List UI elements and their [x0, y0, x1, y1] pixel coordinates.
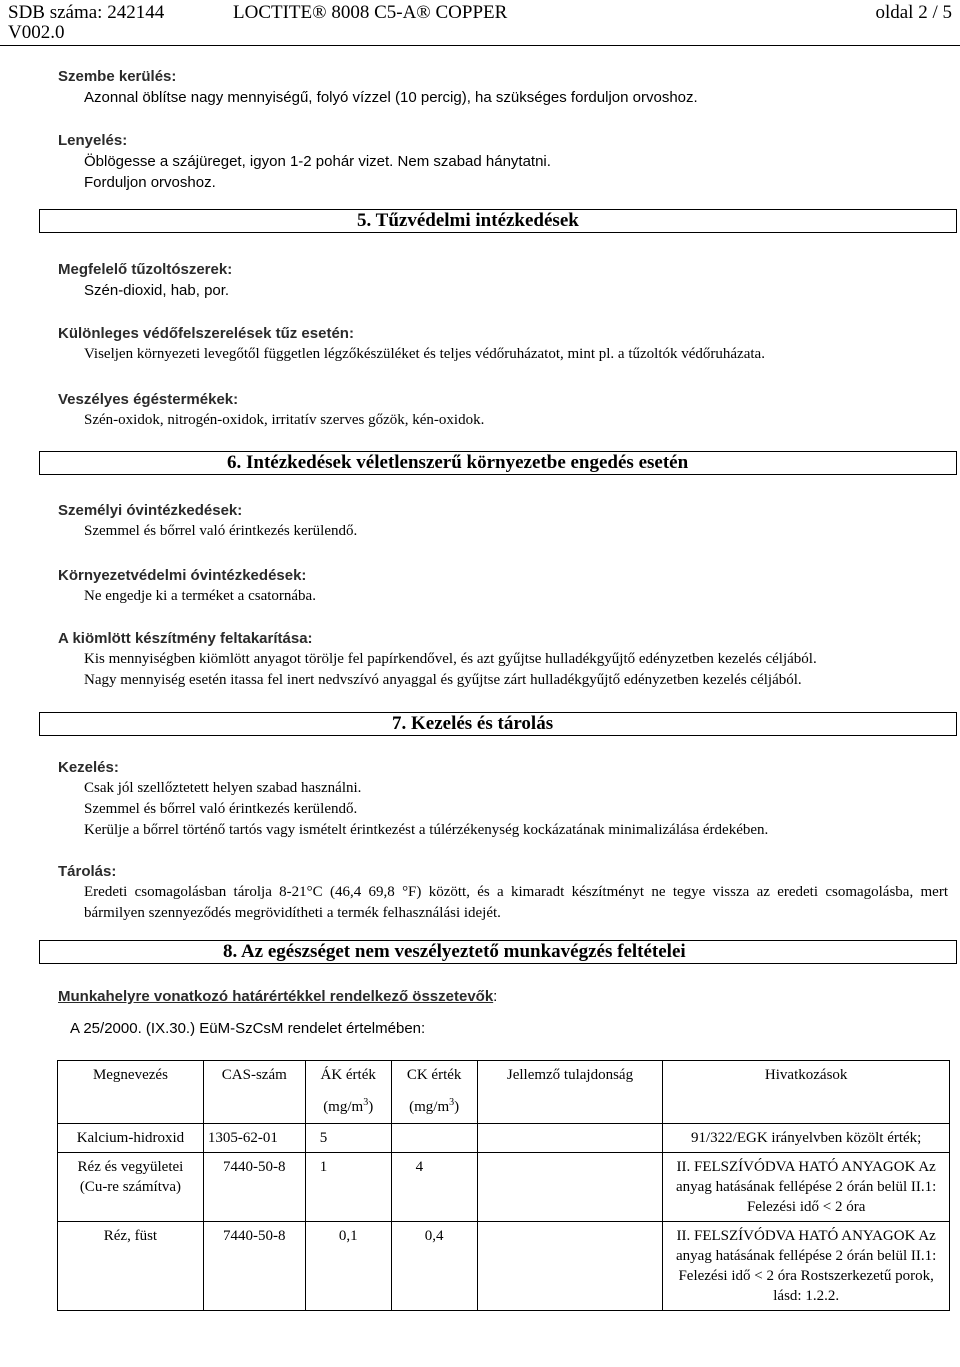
- environmental-precautions-label: Környezetvédelmi óvintézkedések:: [58, 567, 307, 584]
- handling-text-1: Csak jól szellőztetett helyen szabad használni.: [84, 780, 362, 796]
- extinguishing-media-label: Megfelelő tűzoltószerek:: [58, 261, 233, 278]
- section-6-header: [39, 451, 957, 475]
- cell-property: [477, 1153, 663, 1222]
- fire-protection-text: Viseljen környezeti levegőtől független légzőkészüléket és teljes védőruházatot, mint pl. a tűzoltók védőruházata.: [84, 346, 765, 362]
- storage-block: [58, 861, 948, 924]
- exposure-limits-colon: :: [493, 988, 498, 1005]
- cell-cas: 1305-62-01: [203, 1124, 305, 1153]
- ingestion-label: Lenyelés:: [58, 132, 128, 149]
- col-header-ak-unit: $(mg/m^3)$: [323, 1097, 374, 1115]
- cleanup-text-2: Nagy mennyiség esetén itassa fel inert nedvszívó anyaggal és gyűjtse zárt hulladékgyűjtő edényzetben kezelés céljából.: [84, 672, 802, 688]
- page-number: oldal 2 / 5: [875, 2, 952, 23]
- handling-text-3: Kerülje a bőrrel történő tartós vagy ismételt érintkezést a túlérzékenység kockázatának minimalizálása érdekében.: [84, 822, 769, 838]
- cell-ck: 0,4: [391, 1222, 477, 1311]
- product-name: LOCTITE® 8008 C5-A® COPPER: [233, 2, 508, 23]
- cell-ak: 1: [305, 1153, 391, 1222]
- exposure-limits-block: [58, 986, 948, 1039]
- ingestion-block: [58, 130, 948, 193]
- cell-ak: 0,1: [305, 1222, 391, 1311]
- col-header-property: Jellemző tulajdonság: [477, 1061, 663, 1124]
- cleanup-text-1: Kis mennyiségben kiömlött anyagot törölje fel papírkendővel, és azt gyűjtse hulladékgyűjtő edényzetben kezelés céljából.: [84, 651, 817, 667]
- eye-contact-label: Szembe kerülés:: [58, 68, 177, 85]
- table-row: [58, 1222, 950, 1311]
- cell-cas: 7440-50-8: [203, 1153, 305, 1222]
- cell-ak: 5: [305, 1124, 391, 1153]
- header-rule: [0, 45, 960, 46]
- cell-name: Kalcium-hidroxid: [58, 1124, 204, 1153]
- ingestion-text-1: Öblögesse a szájüreget, igyon 1-2 pohár vizet. Nem szabad hánytatni.: [84, 153, 551, 170]
- combustion-products-block: [58, 389, 948, 431]
- page-header: [0, 0, 960, 46]
- environmental-precautions-block: [58, 565, 948, 607]
- storage-label: Tárolás:: [58, 863, 117, 880]
- cell-references: 91/322/EGK irányelvben közölt érték;: [663, 1124, 950, 1153]
- cleanup-label: A kiömlött készítmény feltakarítása:: [58, 630, 313, 647]
- cell-cas: 7440-50-8: [203, 1222, 305, 1311]
- cell-references: II. FELSZÍVÓDVA HATÓ ANYAGOK Az anyag hatásának fellépése 2 órán belül II.1: Felezési idő < 2 óra Rostszerkezetű porok, lásd: 1.2.2.: [663, 1222, 950, 1311]
- col-header-ck: [391, 1061, 477, 1124]
- section-8-title: 8. Az egészséget nem veszélyeztető munkavégzés feltételei: [223, 941, 686, 962]
- cell-name: Réz, füst: [58, 1222, 204, 1311]
- extinguishing-media-block: [58, 259, 948, 301]
- section-7-title: 7. Kezelés és tárolás: [392, 713, 554, 734]
- personal-precautions-block: [58, 500, 948, 542]
- col-header-references: Hivatkozások: [663, 1061, 950, 1124]
- eye-contact-block: [58, 66, 948, 108]
- handling-text-2: Szemmel és bőrrel való érintkezés kerülendő.: [84, 801, 358, 817]
- table-row: [58, 1124, 950, 1153]
- cell-property: [477, 1222, 663, 1311]
- col-header-cas: CAS-szám: [203, 1061, 305, 1124]
- table-header-row: [58, 1061, 950, 1124]
- handling-block: [58, 757, 948, 841]
- cell-ck: [391, 1124, 477, 1153]
- col-header-ak: [305, 1061, 391, 1124]
- exposure-limits-label: Munkahelyre vonatkozó határértékkel rendelkező összetevők: [58, 988, 494, 1005]
- cleanup-block: [58, 628, 948, 691]
- personal-precautions-label: Személyi óvintézkedések:: [58, 502, 243, 519]
- extinguishing-media-text: Szén-dioxid, hab, por.: [84, 282, 230, 299]
- table-row: [58, 1153, 950, 1222]
- col-header-ck-unit: $(mg/m^3)$: [409, 1097, 460, 1115]
- version: V002.0: [8, 22, 65, 43]
- fire-protection-label: Különleges védőfelszerelések tűz esetén:: [58, 325, 354, 342]
- environmental-precautions-text: Ne engedje ki a terméket a csatornába.: [84, 588, 316, 604]
- col-header-name: Megnevezés: [58, 1061, 204, 1124]
- eye-contact-text: Azonnal öblítse nagy mennyiségű, folyó vízzel (10 percig), ha szükséges forduljon orvoshoz.: [84, 89, 698, 106]
- fire-protection-block: [58, 323, 948, 365]
- sds-number: SDB száma: 242144: [8, 2, 165, 23]
- cell-ck: 4: [391, 1153, 477, 1222]
- exposure-limits-table: [57, 1060, 950, 1311]
- col-header-ak-label: ÁK érték: [320, 1067, 376, 1083]
- ingestion-text-2: Forduljon orvoshoz.: [84, 174, 216, 191]
- section-6-title: 6. Intézkedések véletlenszerű környezetbe engedés esetén: [227, 452, 689, 473]
- cell-name: Réz és vegyületei (Cu-re számítva): [58, 1153, 204, 1222]
- col-header-ck-label: CK érték: [406, 1067, 462, 1083]
- regulation-text: A 25/2000. (IX.30.) EüM-SzCsM rendelet értelmében:: [70, 1020, 426, 1037]
- section-5-title: 5. Tűzvédelmi intézkedések: [357, 210, 579, 231]
- storage-text: Eredeti csomagolásban tárolja 8-21°C (46,4 69,8 °F) között, és a kimaradt készítményt ne tegye vissza az eredeti csomagolásba, mert bármilyen szennyeződés megrövidítheti a termék felhasználási idejét.: [84, 884, 948, 921]
- section-7-header: [39, 712, 957, 736]
- handling-label: Kezelés:: [58, 759, 119, 776]
- section-8-header: [39, 940, 957, 964]
- combustion-products-label: Veszélyes égéstermékek:: [58, 391, 239, 408]
- combustion-products-text: Szén-oxidok, nitrogén-oxidok, irritatív szerves gőzök, kén-oxidok.: [84, 412, 485, 428]
- cell-property: [477, 1124, 663, 1153]
- cell-references: II. FELSZÍVÓDVA HATÓ ANYAGOK Az anyag hatásának fellépése 2 órán belül II.1: Felezési idő < 2 óra: [663, 1153, 950, 1222]
- personal-precautions-text: Szemmel és bőrrel való érintkezés kerülendő.: [84, 523, 358, 539]
- section-5-header: [39, 209, 957, 233]
